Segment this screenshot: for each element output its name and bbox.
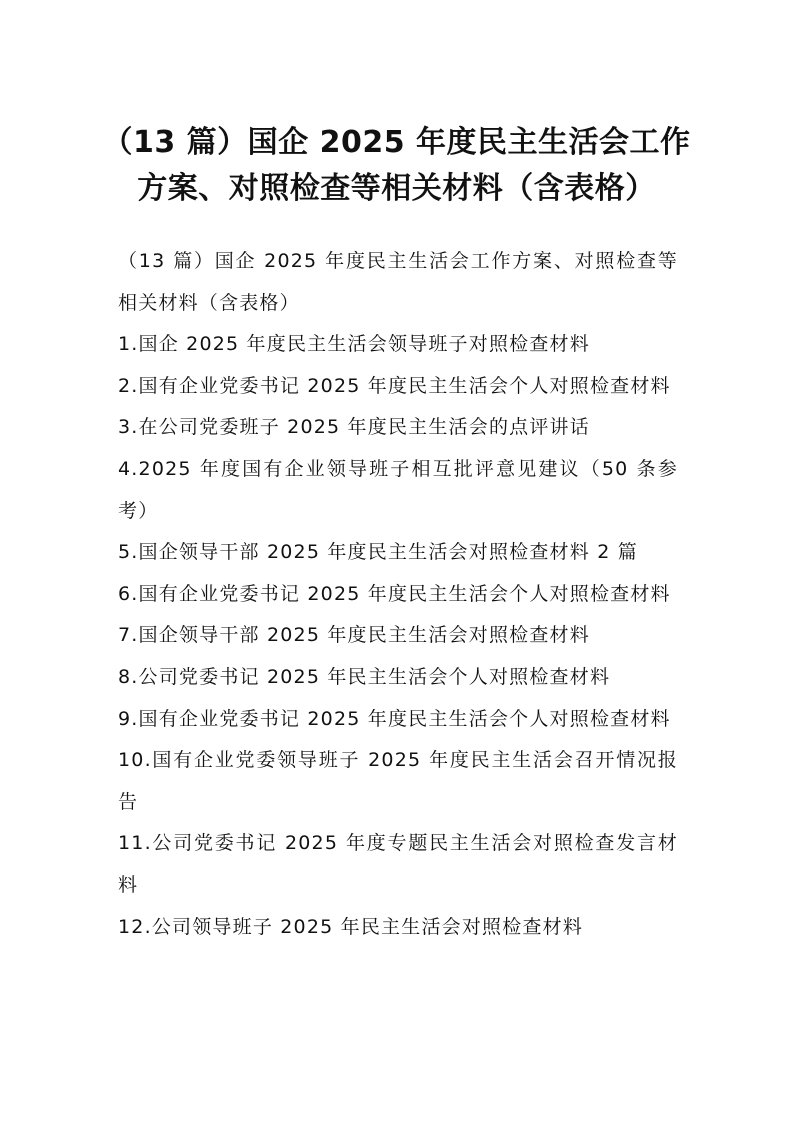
intro-paragraph: （13 篇）国企 2025 年度民主生活会工作方案、对照检查等相关材料（含表格） (118, 250, 678, 314)
list-item: 10.国有企业党委领导班子 2025 年度民主生活会召开情况报告 (118, 749, 678, 813)
document-title: （13 篇）国企 2025 年度民主生活会工作方案、对照检查等相关材料（含表格） (102, 125, 691, 206)
list-item: 1.国企 2025 年度民主生活会领导班子对照检查材料 (118, 333, 590, 356)
list-item: 6.国有企业党委书记 2025 年度民主生活会个人对照检查材料 (118, 582, 671, 605)
document-body (118, 241, 678, 948)
list-item: 5.国企领导干部 2025 年度民主生活会对照检查材料 2 篇 (118, 541, 638, 564)
list-item: 3.在公司党委班子 2025 年度民主生活会的点评讲话 (118, 416, 590, 439)
list-item: 7.国企领导干部 2025 年度民主生活会对照检查材料 (118, 624, 590, 647)
list-item: 11.公司党委书记 2025 年度专题民主生活会对照检查发言材料 (118, 832, 678, 896)
list-item: 4.2025 年度国有企业领导班子相互批评意见建议（50 条参考） (118, 457, 678, 522)
list-item: 9.国有企业党委书记 2025 年度民主生活会个人对照检查材料 (118, 707, 671, 730)
list-item: 8.公司党委书记 2025 年民主生活会个人对照检查材料 (118, 665, 611, 688)
list-item: 2.国有企业党委书记 2025 年度民主生活会个人对照检查材料 (118, 374, 671, 397)
list-item: 12.公司领导班子 2025 年民主生活会对照检查材料 (118, 915, 584, 938)
